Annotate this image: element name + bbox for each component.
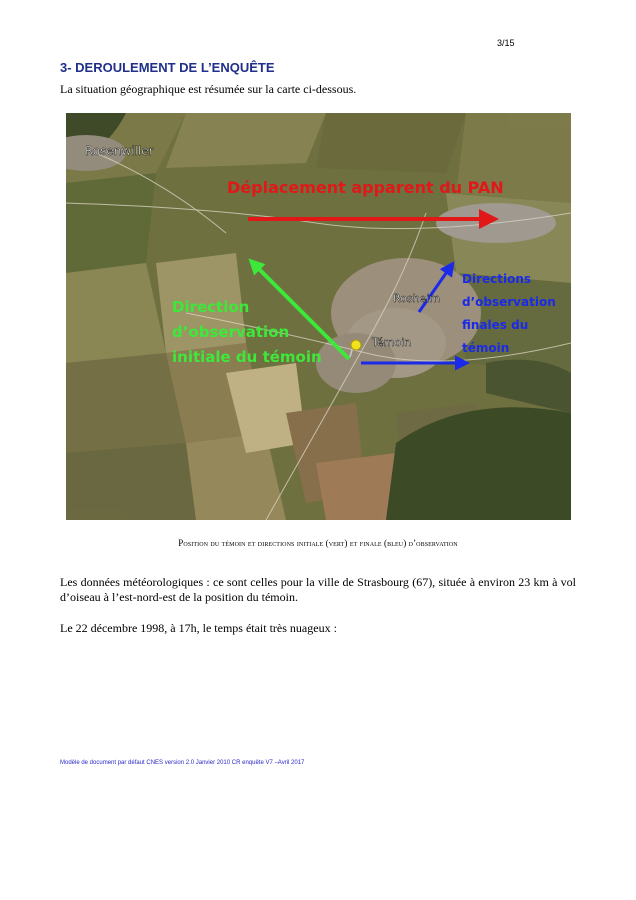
annotation-final-directions-line1: Directions (462, 272, 532, 286)
annotation-initial-direction-line3: initiale du témoin (172, 348, 322, 366)
meteo-paragraph: Les données météorologiques : ce sont celles pour la ville de Strasbourg (67), située à environ 23 km à vol d’oiseau à l’est-nord-est de la position du témoin. (60, 575, 576, 604)
map-label-rosenwiller: Rosenwiller (85, 144, 154, 158)
section-title: 3- DEROULEMENT DE L’ENQUÊTE (60, 60, 275, 75)
annotation-final-directions-line2: d’observation (462, 295, 556, 309)
annotation-apparent-motion: Déplacement apparent du PAN (227, 178, 504, 197)
document-footer: Modèle de document par défaut CNES version 2.0 Janvier 2010 CR enquête V7 –Avril 2017 (60, 760, 305, 766)
weather-paragraph: Le 22 décembre 1998, à 17h, le temps était très nuageux : (60, 621, 337, 635)
map-label-temoin: Témoin (372, 336, 412, 349)
annotation-initial-direction-line1: Direction (172, 298, 250, 316)
annotation-final-directions-line3: finales du (462, 318, 529, 332)
intro-text: La situation géographique est résumée sur la carte ci-dessous. (60, 82, 357, 96)
aerial-map (66, 113, 571, 520)
map-label-rosheim: Rosheim (393, 292, 441, 305)
page-number: 3/15 (497, 38, 515, 48)
annotation-initial-direction-line2: d’observation (172, 323, 290, 341)
annotation-final-directions-line4: témoin (462, 341, 510, 355)
map-caption: Position du témoin et directions initiale (vert) et finale (bleu) d’observation (178, 538, 458, 548)
